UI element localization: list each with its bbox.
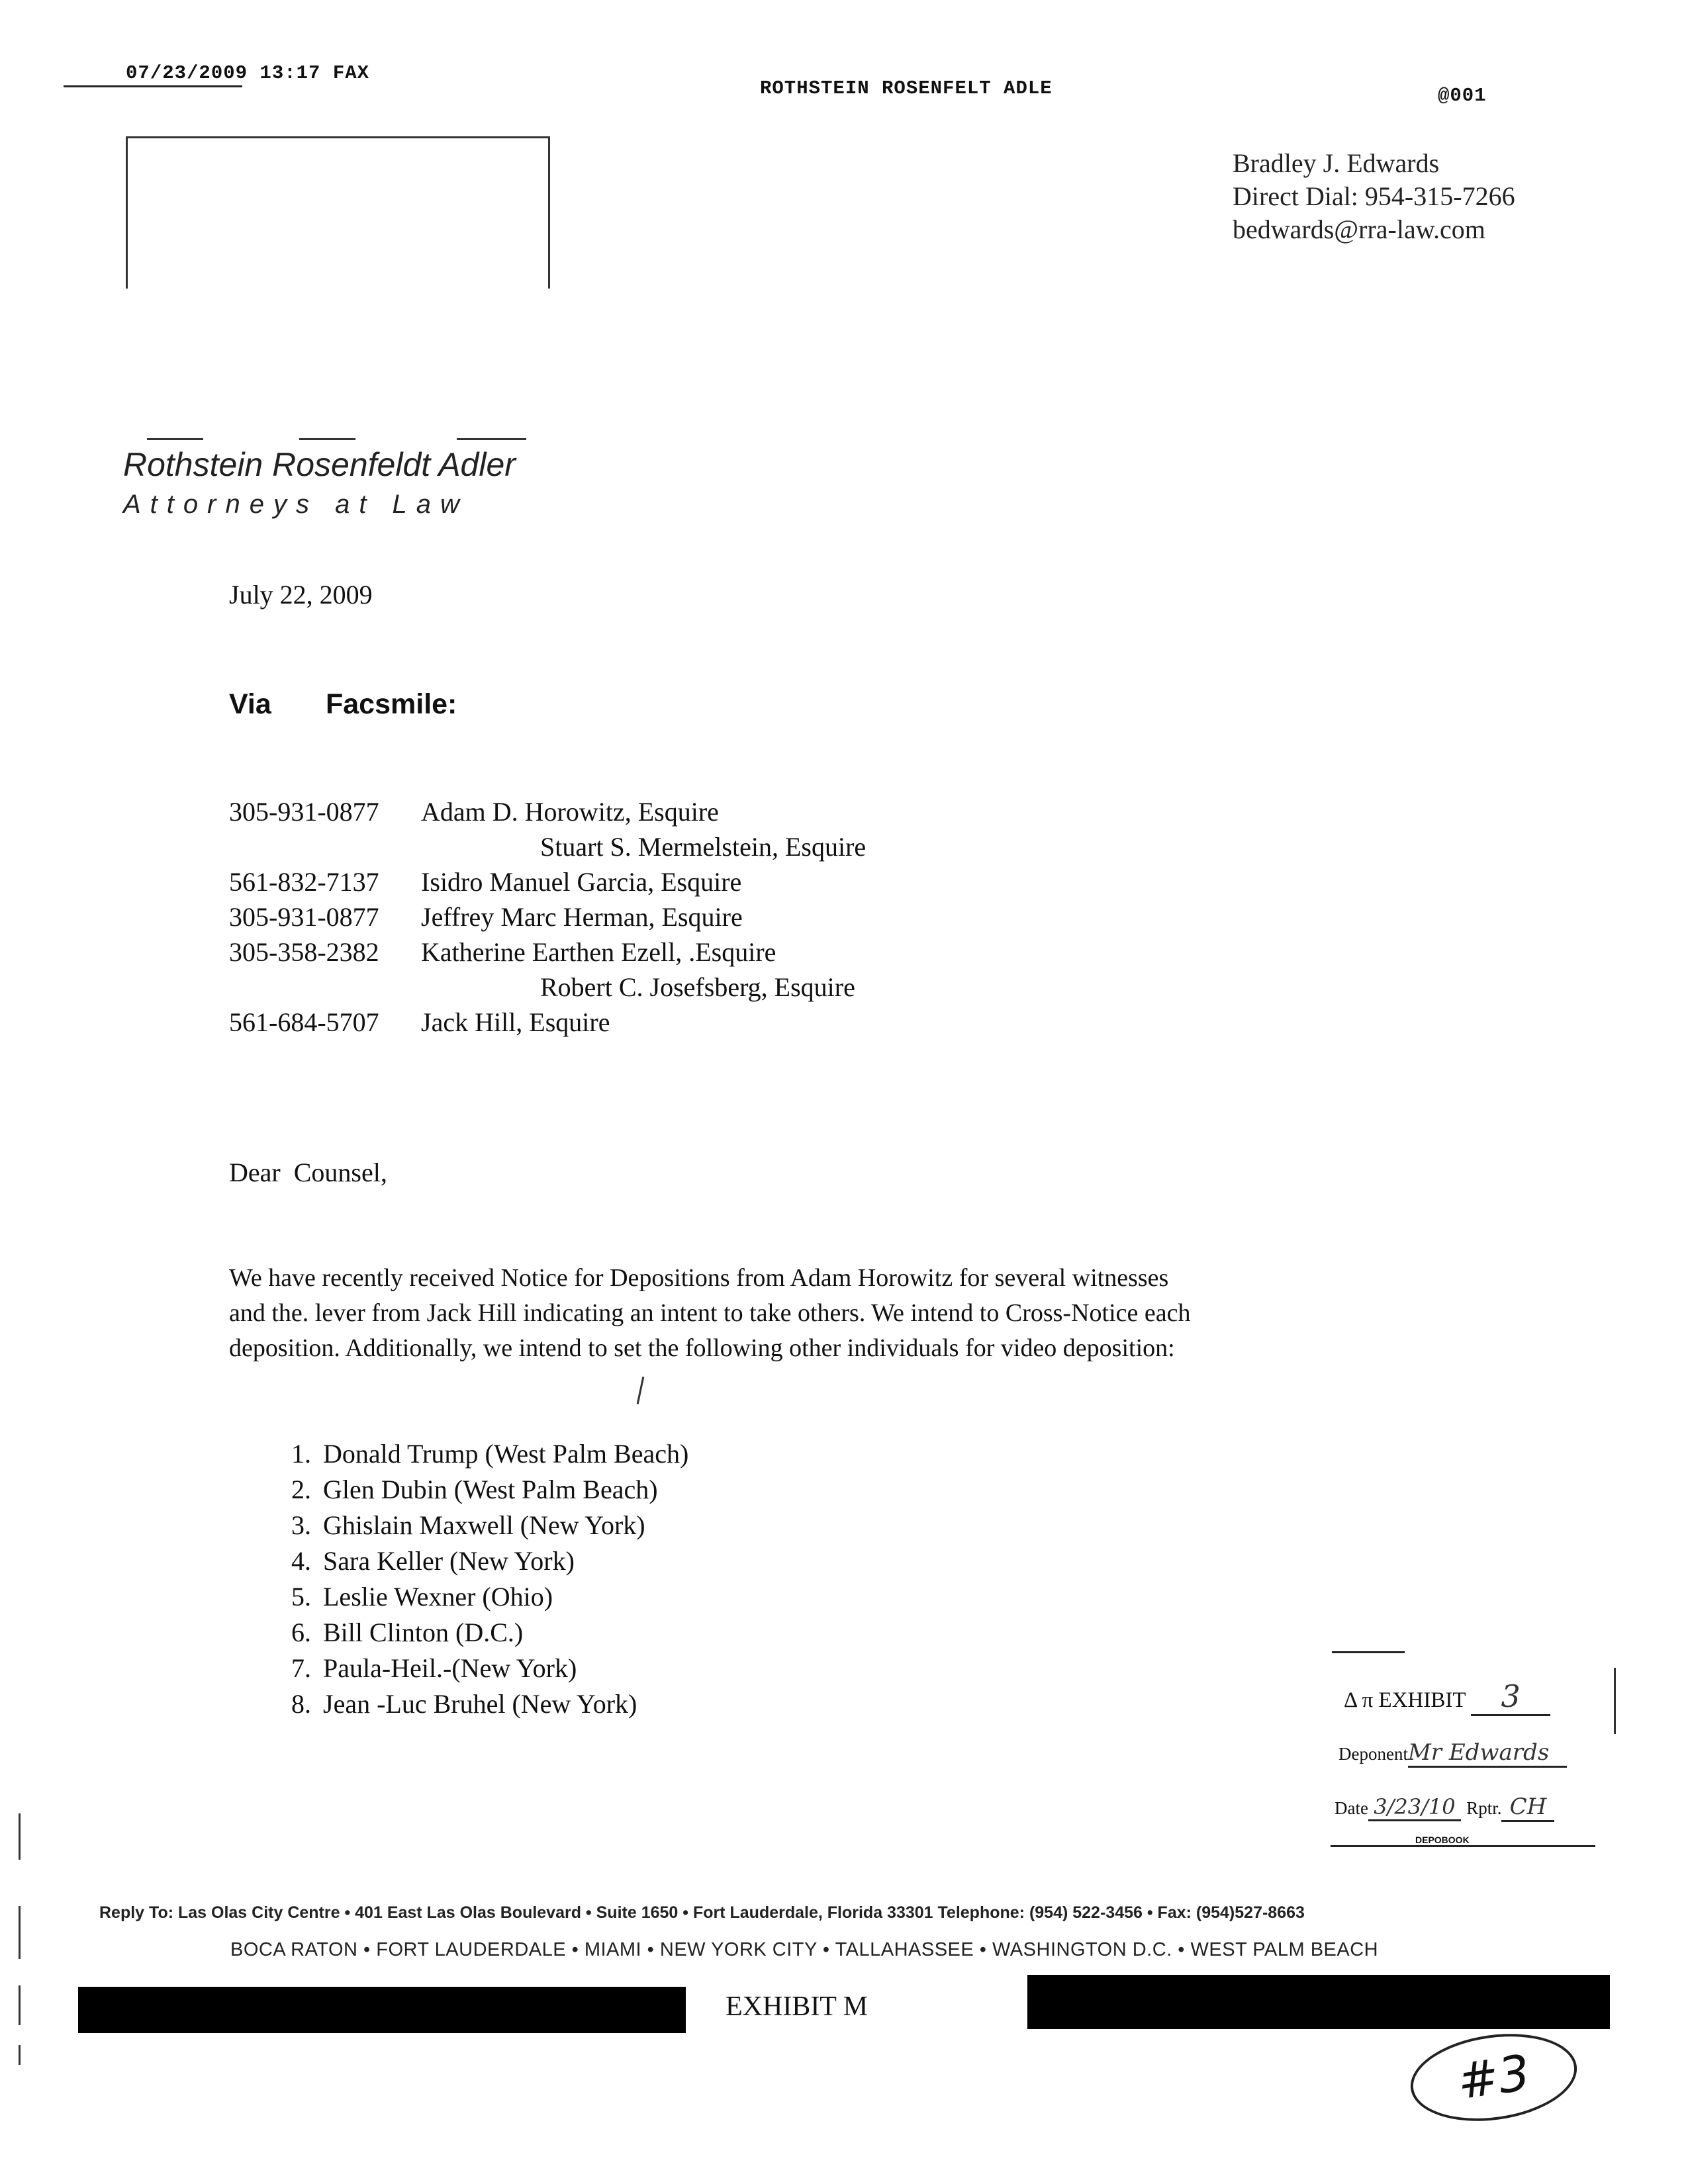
exhibit-label: EXHIBIT M <box>726 1991 868 2022</box>
recipient-name: Katherine Earthen Ezell, .Esquire <box>421 937 776 967</box>
fax-sender-name: ROTHSTEIN ROSENFELT ADLE <box>760 77 1053 99</box>
recipient-row <box>229 970 866 1005</box>
stray-pen-mark <box>637 1377 645 1404</box>
deponent-list <box>265 1436 688 1722</box>
recipient-row <box>229 934 866 970</box>
list-item: 3. Ghislain Maxwell (New York) <box>291 1510 645 1540</box>
exhibit-date-reporter: Date 3/23/10 Rptr. CH <box>1335 1794 1554 1822</box>
recipient-list <box>229 794 866 1040</box>
redaction-bar-right <box>1027 1975 1610 2029</box>
recipient-name: Jeffrey Marc Herman, Esquire <box>421 902 743 932</box>
recipient-row <box>229 794 866 829</box>
margin-mark <box>19 2045 21 2065</box>
logo-rule <box>147 438 203 440</box>
redaction-bar-left <box>78 1987 686 2033</box>
list-item: 6. Bill Clinton (D.C.) <box>291 1617 524 1647</box>
logo-rule <box>457 438 526 440</box>
recipient-name: Stuart S. Mermelstein, Esquire <box>540 832 867 862</box>
sender-block <box>1233 147 1515 246</box>
sender-email: bedwards@rra-law.com <box>1233 214 1485 244</box>
fax-datetime: 07/23/2009 13:17 FAX <box>126 62 370 84</box>
body-line: deposition. Additionally, we intend to set the following other individuals for video deposition: <box>229 1334 1175 1362</box>
list-item: 4. Sara Keller (New York) <box>291 1546 575 1576</box>
body-line: We have recently received Notice for Depositions from Adam Horowitz for several witnesses <box>229 1264 1169 1292</box>
sender-name: Bradley J. Edwards <box>1233 148 1440 178</box>
recipient-fax: 305-358-2382 <box>229 937 379 967</box>
body-line: and the. lever from Jack Hill indicating an intent to take others. We intend to Cross-Notice each <box>229 1299 1191 1327</box>
recipient-name: Jack Hill, Esquire <box>421 1007 610 1037</box>
sticker-top-rule <box>1332 1651 1405 1653</box>
margin-mark <box>19 1813 21 1860</box>
footer-offices: BOCA RATON • FORT LAUDERDALE • MIAMI • NEW YORK CITY • TALLAHASSEE • WASHINGTON D.C. • WEST PALM BEACH <box>230 1939 1379 1960</box>
list-item: 1. Donald Trump (West Palm Beach) <box>291 1439 689 1469</box>
firm-name: Rothstein Rosenfeldt Adler <box>123 446 516 483</box>
recipient-row <box>229 899 866 934</box>
recipient-name: Robert C. Josefsberg, Esquire <box>540 972 855 1002</box>
recipient-row <box>229 864 866 899</box>
exhibit-date: 3/23/10 <box>1368 1794 1461 1821</box>
exhibit-reporter: CH <box>1501 1794 1554 1822</box>
via-label: Via <box>229 688 271 720</box>
exhibit-deponent: DeponentMr Edwards <box>1338 1739 1567 1768</box>
exhibit-sticker-title <box>1344 1678 1550 1716</box>
letterhead-box-left <box>126 136 128 289</box>
recipient-fax: 305-931-0877 <box>229 902 379 932</box>
sender-direct-dial: Direct Dial: 954-315-7266 <box>1233 181 1515 211</box>
recipient-name: Isidro Manuel Garcia, Esquire <box>421 867 742 897</box>
list-item: 2. Glen Dubin (West Palm Beach) <box>291 1475 658 1504</box>
letter-date: July 22, 2009 <box>229 580 373 610</box>
body-paragraph <box>229 1261 1190 1366</box>
handwritten-circled-number: #3 <box>1405 2024 1582 2131</box>
firm-tagline: Attorneys at Law <box>123 490 469 519</box>
letterhead-box-top <box>126 136 549 138</box>
letterhead-box-right <box>548 136 550 289</box>
sticker-maker: DEPOBOOK <box>1415 1835 1470 1845</box>
salutation: Dear Counsel, <box>229 1158 387 1187</box>
list-item: 5. Leslie Wexner (Ohio) <box>291 1582 553 1612</box>
exhibit-prefix: Δ π EXHIBIT <box>1344 1688 1466 1712</box>
recipient-fax: 561-684-5707 <box>229 1007 379 1037</box>
sticker-bottom-rule <box>1331 1845 1595 1847</box>
logo-rule <box>299 438 355 440</box>
footer-reply-to: Reply To: Las Olas City Centre • 401 East Las Olas Boulevard • Suite 1650 • Fort Lauderdale, Florida 33301 Telephone: (954) 522-3456 • Fax: (954)527-8663 <box>99 1903 1305 1922</box>
margin-mark <box>19 1985 21 2025</box>
recipient-row <box>229 1005 866 1040</box>
recipient-fax: 561-832-7137 <box>229 867 379 897</box>
recipient-name: Adam D. Horowitz, Esquire <box>421 797 719 827</box>
exhibit-number: 3 <box>1471 1678 1550 1716</box>
fax-page-number: @001 <box>1438 85 1487 107</box>
fax-underline <box>64 85 242 87</box>
list-item: 8. Jean -Luc Bruhel (New York) <box>291 1689 637 1719</box>
sticker-right-edge <box>1614 1668 1616 1734</box>
deponent-signature: Mr Edwards <box>1408 1739 1567 1768</box>
recipient-fax: 305-931-0877 <box>229 797 379 827</box>
via-method: Facsmile: <box>326 688 457 720</box>
margin-mark <box>19 1906 21 1959</box>
recipient-row <box>229 829 866 864</box>
list-item: 7. Paula-Heil.-(New York) <box>291 1653 577 1683</box>
